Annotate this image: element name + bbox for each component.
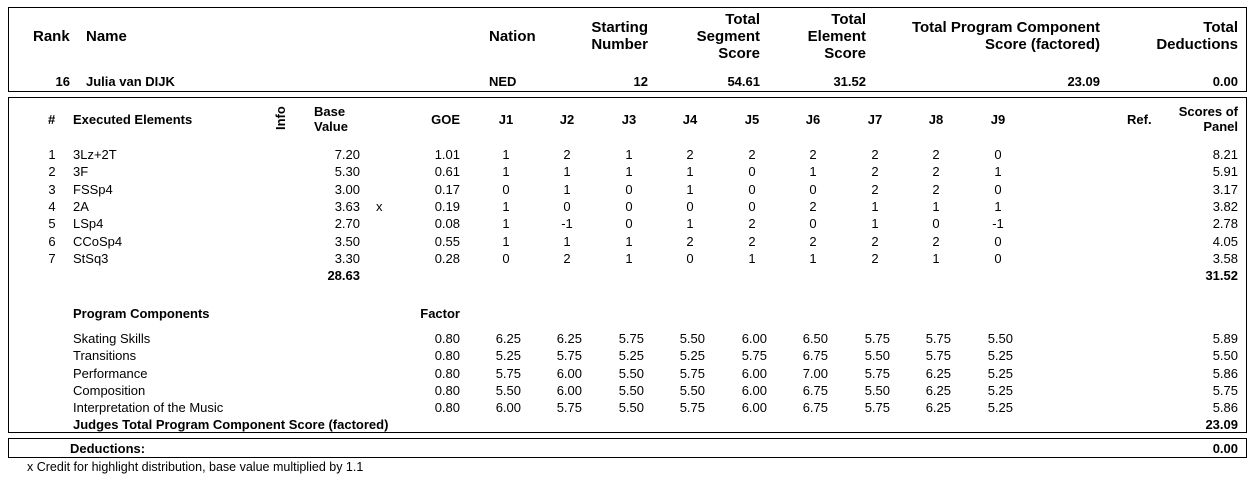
judge-header-6: J6 <box>805 112 821 127</box>
element-judge-score-j8: 2 <box>932 164 940 180</box>
element-judge-score-j3: 1 <box>625 233 633 249</box>
component-judge-score-j9: 5.25 <box>987 365 1013 381</box>
element-judge-score-j5: 2 <box>748 216 756 232</box>
element-name: 3Lz+2T <box>73 147 117 162</box>
nation-header: Nation <box>489 28 536 45</box>
component-judge-score-j1: 6.00 <box>495 400 521 416</box>
element-judge-score-j3: 1 <box>625 164 633 180</box>
component-judge-score-j3: 5.50 <box>618 365 644 381</box>
element-goe: 0.55 <box>434 233 460 249</box>
component-panel-score: 5.75 <box>1212 382 1238 398</box>
element-judge-score-j1: 1 <box>502 164 510 180</box>
nation-value: NED <box>489 74 517 89</box>
element-name: LSp4 <box>73 216 104 232</box>
component-factor: 0.80 <box>434 348 460 364</box>
component-judge-score-j7: 5.75 <box>864 400 890 416</box>
component-judge-score-j2: 5.75 <box>556 348 582 364</box>
component-judge-score-j9: 5.50 <box>987 331 1013 346</box>
element-judge-score-j2: -1 <box>561 216 573 232</box>
deductions-label: Deductions: <box>70 441 146 456</box>
component-name: Skating Skills <box>73 331 151 346</box>
element-info: x <box>376 198 383 214</box>
element-judge-score-j9: 0 <box>994 181 1002 197</box>
pcs-header-2: Score (factored) <box>984 36 1100 53</box>
element-judge-score-j6: 1 <box>809 250 817 266</box>
element-judge-score-j4: 0 <box>686 250 694 266</box>
element-judge-score-j6: 2 <box>809 147 817 162</box>
element-panel-score: 3.82 <box>1212 198 1238 214</box>
component-judge-score-j5: 6.00 <box>741 331 767 346</box>
element-judge-score-j3: 0 <box>625 198 633 214</box>
component-judge-score-j5: 6.00 <box>741 400 767 416</box>
component-judge-score-j5: 6.00 <box>741 365 767 381</box>
base-value-header-2: Value <box>314 119 348 134</box>
element-judge-score-j8: 1 <box>932 250 940 266</box>
element-number: 3 <box>48 181 56 197</box>
element-judge-score-j9: 0 <box>994 147 1002 162</box>
element-judge-score-j7: 2 <box>871 164 879 180</box>
component-factor: 0.80 <box>434 400 460 416</box>
element-judge-score-j4: 1 <box>686 216 694 232</box>
element-base-value: 2.70 <box>334 216 360 232</box>
element-judge-score-j7: 2 <box>871 181 879 197</box>
component-judge-score-j8: 5.75 <box>925 331 951 346</box>
element-judge-score-j5: 2 <box>748 233 756 249</box>
element-base-value: 3.50 <box>334 233 360 249</box>
component-judge-score-j3: 5.75 <box>618 331 644 346</box>
component-name: Composition <box>73 382 146 398</box>
element-judge-score-j7: 2 <box>871 233 879 249</box>
skater-name: Julia van DIJK <box>86 74 175 89</box>
element-name: 3F <box>73 164 89 180</box>
component-judge-score-j6: 6.75 <box>802 400 828 416</box>
component-judge-score-j6: 7.00 <box>802 365 828 381</box>
element-judge-score-j2: 1 <box>563 181 571 197</box>
pcs-header-1: Total Program Component <box>911 19 1100 36</box>
element-panel-score: 4.05 <box>1212 233 1238 249</box>
starting-number-header-2: Number <box>591 36 648 53</box>
tss-header-2: Segment <box>696 28 760 45</box>
element-number: 4 <box>48 198 56 214</box>
component-judge-score-j9: 5.25 <box>987 400 1013 416</box>
element-panel-score: 2.78 <box>1212 216 1238 232</box>
judge-header-4: J4 <box>682 112 698 127</box>
total-pcs-value: 23.09 <box>1067 74 1100 89</box>
element-panel-score: 5.91 <box>1212 164 1238 180</box>
element-judge-score-j4: 1 <box>686 164 694 180</box>
element-number-header: # <box>48 112 56 127</box>
element-judge-score-j9: 0 <box>994 233 1002 249</box>
program-components-header: Program Components <box>73 306 210 321</box>
elements-total-base: 28.63 <box>327 268 360 283</box>
judge-header-8: J8 <box>928 112 944 127</box>
judge-header-2: J2 <box>559 112 575 127</box>
component-judge-score-j2: 6.00 <box>556 382 582 398</box>
component-judge-score-j4: 5.75 <box>679 400 705 416</box>
element-judge-score-j8: 1 <box>932 198 940 214</box>
info-header: Info <box>273 106 288 130</box>
element-judge-score-j4: 2 <box>686 147 694 162</box>
element-judge-score-j1: 1 <box>502 216 510 232</box>
component-name: Interpretation of the Music <box>73 400 224 416</box>
total-segment-score-value: 54.61 <box>727 74 760 89</box>
tss-header-3: Score <box>718 45 760 62</box>
factor-header: Factor <box>420 306 460 321</box>
starting-number-value: 12 <box>633 74 648 89</box>
rank-header: Rank <box>33 28 70 45</box>
element-judge-score-j8: 2 <box>932 181 940 197</box>
element-number: 2 <box>48 164 56 180</box>
element-judge-score-j9: 1 <box>994 164 1002 180</box>
component-judge-score-j5: 6.00 <box>741 382 767 398</box>
goe-header: GOE <box>431 112 460 127</box>
element-judge-score-j2: 1 <box>563 233 571 249</box>
component-judge-score-j6: 6.75 <box>802 382 828 398</box>
component-judge-score-j4: 5.75 <box>679 365 705 381</box>
element-judge-score-j3: 0 <box>625 216 633 232</box>
component-judge-score-j6: 6.75 <box>802 348 828 364</box>
element-goe: 0.19 <box>434 198 460 214</box>
name-header: Name <box>86 28 127 45</box>
component-factor: 0.80 <box>434 382 460 398</box>
element-base-value: 3.00 <box>334 181 360 197</box>
element-base-value: 3.63 <box>334 198 360 214</box>
judge-header-1: J1 <box>498 112 514 127</box>
component-judge-score-j3: 5.50 <box>618 382 644 398</box>
component-judge-score-j1: 5.25 <box>495 348 521 364</box>
element-judge-score-j1: 1 <box>502 233 510 249</box>
component-judge-score-j5: 5.75 <box>741 348 767 364</box>
element-judge-score-j5: 0 <box>748 198 756 214</box>
element-goe: 0.17 <box>434 181 460 197</box>
deductions-box <box>8 438 1247 458</box>
base-value-header-1: Base <box>314 104 346 119</box>
element-judge-score-j4: 1 <box>686 181 694 197</box>
component-judge-score-j1: 5.75 <box>495 365 521 381</box>
component-judge-score-j3: 5.25 <box>618 348 644 364</box>
component-judge-score-j1: 5.50 <box>495 382 521 398</box>
component-judge-score-j4: 5.50 <box>679 331 705 346</box>
element-judge-score-j3: 1 <box>625 147 633 162</box>
element-panel-score: 3.17 <box>1212 181 1238 197</box>
component-judge-score-j7: 5.75 <box>864 331 890 346</box>
component-judge-score-j9: 5.25 <box>987 382 1013 398</box>
element-judge-score-j1: 1 <box>502 198 510 214</box>
element-goe: 0.28 <box>434 250 460 266</box>
element-judge-score-j5: 0 <box>748 181 756 197</box>
element-base-value: 7.20 <box>334 147 360 162</box>
element-name: 2A <box>73 198 89 214</box>
element-judge-score-j6: 1 <box>809 164 817 180</box>
tes-header-1: Total <box>831 11 866 28</box>
tes-header-2: Element <box>807 28 866 45</box>
component-panel-score: 5.86 <box>1212 365 1238 381</box>
element-name: StSq3 <box>73 250 109 266</box>
element-judge-score-j6: 2 <box>809 198 817 214</box>
elements-total-score: 31.52 <box>1205 268 1238 283</box>
element-panel-score: 8.21 <box>1212 147 1238 162</box>
component-factor: 0.80 <box>434 331 460 346</box>
component-judge-score-j1: 6.25 <box>495 331 521 346</box>
component-panel-score: 5.86 <box>1212 400 1238 416</box>
element-judge-score-j2: 0 <box>563 198 571 214</box>
element-judge-score-j4: 0 <box>686 198 694 214</box>
element-number: 5 <box>48 216 56 232</box>
element-base-value: 3.30 <box>334 250 360 266</box>
element-judge-score-j7: 1 <box>871 216 879 232</box>
component-judge-score-j2: 6.00 <box>556 365 582 381</box>
element-judge-score-j7: 2 <box>871 250 879 266</box>
element-judge-score-j5: 0 <box>748 164 756 180</box>
element-judge-score-j5: 1 <box>748 250 756 266</box>
ref-header: Ref. <box>1127 112 1152 127</box>
component-judge-score-j4: 5.25 <box>679 348 705 364</box>
component-panel-score: 5.50 <box>1212 348 1238 364</box>
element-judge-score-j2: 2 <box>563 147 571 162</box>
component-judge-score-j7: 5.50 <box>864 382 890 398</box>
element-number: 1 <box>48 147 56 162</box>
component-judge-score-j8: 6.25 <box>925 400 951 416</box>
total-deductions-value: 0.00 <box>1212 74 1238 89</box>
element-judge-score-j1: 0 <box>502 181 510 197</box>
component-name: Transitions <box>73 348 137 364</box>
element-judge-score-j9: 1 <box>994 198 1002 214</box>
element-goe: 1.01 <box>434 147 460 162</box>
element-judge-score-j4: 2 <box>686 233 694 249</box>
deductions-header-2: Deductions <box>1156 36 1238 53</box>
component-judge-score-j4: 5.50 <box>679 382 705 398</box>
element-judge-score-j9: -1 <box>992 216 1004 232</box>
component-panel-score: 5.89 <box>1212 331 1238 346</box>
element-name: CCoSp4 <box>73 233 123 249</box>
element-judge-score-j8: 2 <box>932 147 940 162</box>
element-judge-score-j6: 0 <box>809 216 817 232</box>
component-judge-score-j9: 5.25 <box>987 348 1013 364</box>
element-number: 7 <box>48 250 56 266</box>
element-judge-score-j2: 2 <box>563 250 571 266</box>
total-element-score-value: 31.52 <box>833 74 866 89</box>
rank-value: 16 <box>55 74 70 89</box>
component-name: Performance <box>73 365 148 381</box>
element-name: FSSp4 <box>73 181 113 197</box>
element-judge-score-j1: 0 <box>502 250 510 266</box>
component-judge-score-j8: 5.75 <box>925 348 951 364</box>
judge-header-3: J3 <box>621 112 637 127</box>
component-judge-score-j7: 5.50 <box>864 348 890 364</box>
scores-of-panel-header-1: Scores of <box>1178 104 1238 119</box>
element-judge-score-j2: 1 <box>563 164 571 180</box>
executed-elements-header: Executed Elements <box>73 112 193 127</box>
element-judge-score-j7: 2 <box>871 147 879 162</box>
element-goe: 0.08 <box>434 216 460 232</box>
element-judge-score-j9: 0 <box>994 250 1002 266</box>
element-judge-score-j8: 2 <box>932 233 940 249</box>
component-judge-score-j2: 5.75 <box>556 400 582 416</box>
component-judge-score-j6: 6.50 <box>802 331 828 346</box>
element-panel-score: 3.58 <box>1212 250 1238 266</box>
component-factor: 0.80 <box>434 365 460 381</box>
components-total-label: Judges Total Program Component Score (factored) <box>73 417 389 432</box>
scores-of-panel-header-2: Panel <box>1203 119 1238 134</box>
element-judge-score-j8: 0 <box>932 216 940 232</box>
element-judge-score-j1: 1 <box>502 147 510 162</box>
element-judge-score-j7: 1 <box>871 198 879 214</box>
component-judge-score-j8: 6.25 <box>925 365 951 381</box>
starting-number-header-1: Starting <box>591 19 648 36</box>
component-judge-score-j7: 5.75 <box>864 365 890 381</box>
element-goe: 0.61 <box>434 164 460 180</box>
element-judge-score-j6: 2 <box>809 233 817 249</box>
component-judge-score-j2: 6.25 <box>556 331 582 346</box>
element-judge-score-j5: 2 <box>748 147 756 162</box>
element-judge-score-j3: 1 <box>625 250 633 266</box>
deductions-header-1: Total <box>1203 19 1238 36</box>
deductions-value: 0.00 <box>1212 441 1238 456</box>
component-judge-score-j8: 6.25 <box>925 382 951 398</box>
footnote: x Credit for highlight distribution, base value multiplied by 1.1 <box>27 460 364 474</box>
judge-header-9: J9 <box>990 112 1006 127</box>
tss-header-1: Total <box>725 11 760 28</box>
components-total-value: 23.09 <box>1205 417 1238 432</box>
element-judge-score-j6: 0 <box>809 181 817 197</box>
judge-header-7: J7 <box>867 112 883 127</box>
element-judge-score-j3: 0 <box>625 181 633 197</box>
element-base-value: 5.30 <box>334 164 360 180</box>
tes-header-3: Score <box>824 45 866 62</box>
element-number: 6 <box>48 233 56 249</box>
judge-header-5: J5 <box>744 112 760 127</box>
component-judge-score-j3: 5.50 <box>618 400 644 416</box>
